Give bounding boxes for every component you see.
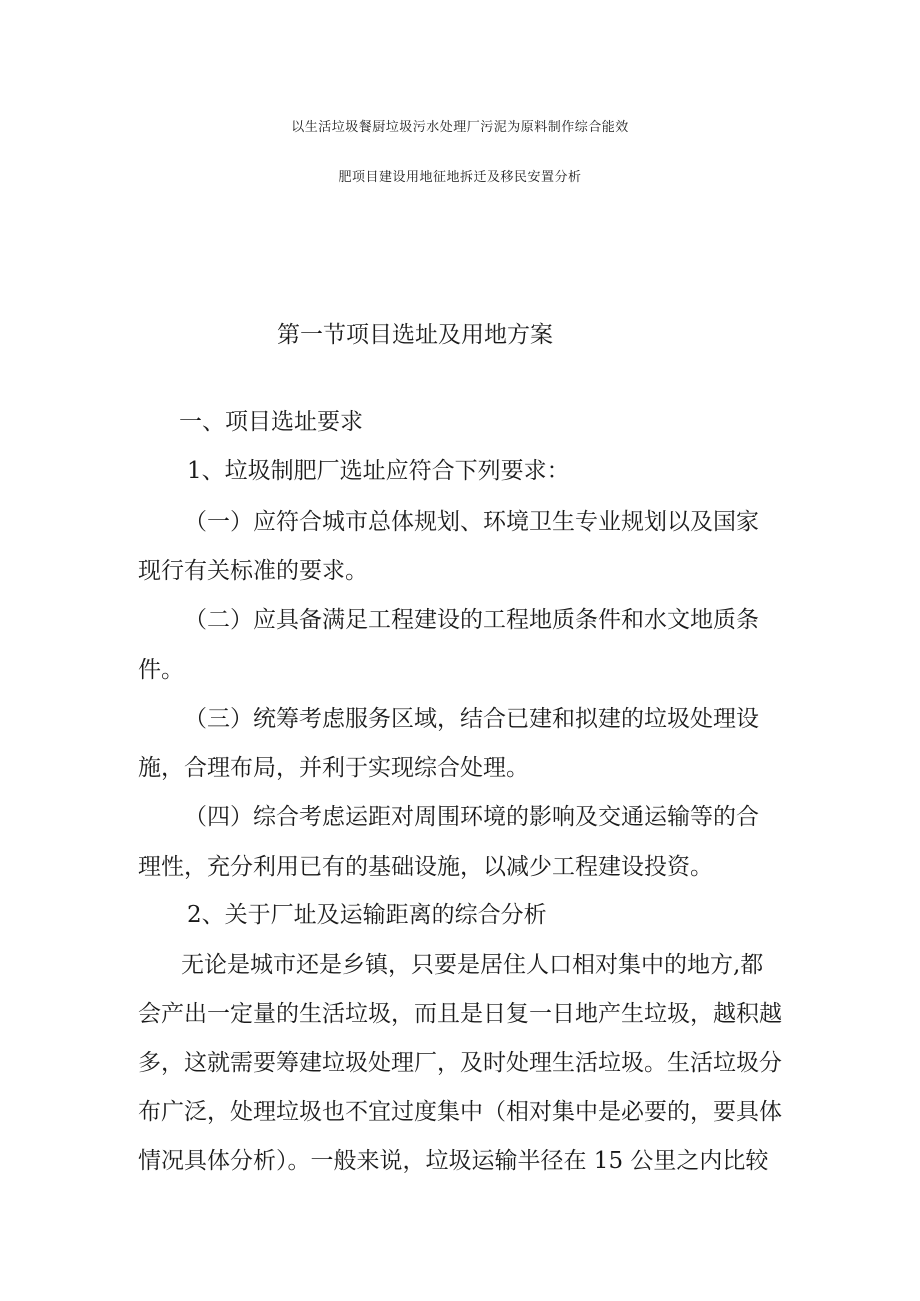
paragraph-line-4: 布广泛，处理垃圾也不宜过度集中（相对集中是必要的，要具体: [138, 1099, 782, 1125]
section-heading: 第一节项目选址及用地方案: [277, 322, 553, 348]
document-title-line-2: 肥项目建设用地征地拆迁及移民安置分析: [338, 170, 582, 185]
subsection-heading: 一、项目选址要求: [179, 409, 363, 435]
requirement-1-line-2: 现行有关标准的要求。: [138, 558, 368, 584]
document-title-line-1: 以生活垃圾餐厨垃圾污水处理厂污泥为原料制作综合能效: [291, 120, 629, 135]
paragraph-line-3: 多，这就需要筹建垃圾处理厂，及时处理生活垃圾。生活垃圾分: [138, 1050, 782, 1076]
requirement-3-line-1: （三）统筹考虑服务区域，结合已建和拟建的垃圾处理设: [184, 706, 759, 732]
requirement-4-line-1: （四）综合考虑运距对周围环境的影响及交通运输等的合: [184, 804, 759, 830]
item-1-heading: 1、垃圾制肥厂选址应符合下列要求：: [187, 458, 570, 484]
paragraph-line-5: 情况具体分析）。一般来说，垃圾运输半径在 15 公里之内比较: [138, 1148, 769, 1174]
requirement-2-line-2: 件。: [138, 657, 184, 683]
requirement-4-line-2: 理性，充分利用已有的基础设施，以减少工程建设投资。: [138, 854, 713, 880]
item-2-heading: 2、关于厂址及运输距离的综合分析: [187, 902, 547, 928]
requirement-1-line-1: （一）应符合城市总体规划、环境卫生专业规划以及国家: [184, 509, 759, 535]
paragraph-line-2: 会产出一定量的生活垃圾，而且是日复一日地产生垃圾，越积越: [138, 1001, 782, 1027]
paragraph-line-1: 无论是城市还是乡镇，只要是居住人口相对集中的地方,都: [181, 952, 764, 978]
requirement-3-line-2: 施，合理布局，并利于实现综合处理。: [138, 755, 529, 781]
requirement-2-line-1: （二）应具备满足工程建设的工程地质条件和水文地质条: [184, 607, 759, 633]
